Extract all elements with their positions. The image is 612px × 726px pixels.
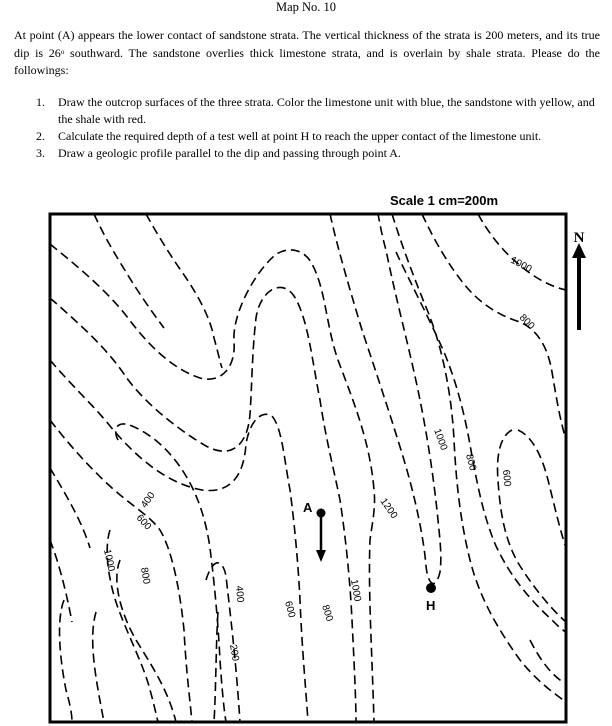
task-text: Draw a geologic profile parallel to the dip and passing through point A. xyxy=(58,146,401,160)
point-a-label: A xyxy=(303,500,313,515)
task-text: Calculate the required depth of a test well at point H to reach the upper contact of the limestone unit. xyxy=(58,129,542,143)
degree-mark: o xyxy=(60,48,65,56)
contour-line xyxy=(214,612,218,722)
contour-label: 1000 xyxy=(431,427,450,452)
contour-line xyxy=(392,214,566,702)
contour-label: 800 xyxy=(463,452,479,472)
point-a xyxy=(303,500,326,562)
contour-line xyxy=(94,214,164,328)
contour-line xyxy=(518,430,566,548)
contour-labels xyxy=(101,255,537,662)
north-arrow xyxy=(572,230,586,330)
contour-label: 1000 xyxy=(348,578,363,603)
point-h xyxy=(426,583,436,613)
intro-text-1: At point (A) appears the lower contact of sandstone strata. The vertical thickness of the strata is 200 meters, and its true dip is 26 xyxy=(14,28,600,60)
contour-label: 400 xyxy=(233,585,246,603)
contour-label: 1000 xyxy=(508,254,534,276)
contour-line xyxy=(478,214,566,290)
scale-label: Scale 1 cm=200m xyxy=(390,193,499,208)
contour-line xyxy=(422,214,566,440)
map-frame xyxy=(50,214,566,722)
contour-line xyxy=(50,468,90,548)
contour-label: 800 xyxy=(138,566,152,585)
contour-label: 1200 xyxy=(377,496,400,521)
page-title: Map No. 10 xyxy=(275,0,337,14)
contour-line xyxy=(117,560,176,722)
contour-lines xyxy=(50,214,566,722)
contour-line xyxy=(498,430,566,622)
contour-label: 600 xyxy=(500,469,513,487)
task-number: 3. xyxy=(36,146,45,160)
contour-label: 1000 xyxy=(101,548,117,573)
contour-line xyxy=(93,612,104,722)
contour-line xyxy=(116,424,226,722)
contour-label: 600 xyxy=(282,599,298,619)
contour-line xyxy=(396,252,566,632)
task-number: 1. xyxy=(36,95,45,109)
intro-text-2: southward. The sandstone overlies thick limestone strata, and is overlain by shale strata. Please do the followings: xyxy=(14,46,600,77)
contour-line xyxy=(50,540,72,622)
task-text: Draw the outcrop surfaces of the three strata. Color the limestone unit with blue, the sandstone with yellow, and the shale with red. xyxy=(58,95,595,126)
contour-label: 800 xyxy=(319,603,335,623)
contour-label: 200 xyxy=(227,643,241,662)
contour-label: 800 xyxy=(516,312,537,332)
task-number: 2. xyxy=(36,129,45,143)
point-h-label: H xyxy=(426,598,436,613)
contour-label: 400 xyxy=(139,490,158,511)
contour-label: 600 xyxy=(133,512,154,533)
north-label: N xyxy=(573,230,585,246)
contour-line xyxy=(50,420,192,722)
contour-line xyxy=(146,214,222,368)
contour-line xyxy=(60,600,72,722)
contour-line xyxy=(330,214,441,583)
contour-line xyxy=(50,360,308,722)
contour-line xyxy=(50,244,375,722)
